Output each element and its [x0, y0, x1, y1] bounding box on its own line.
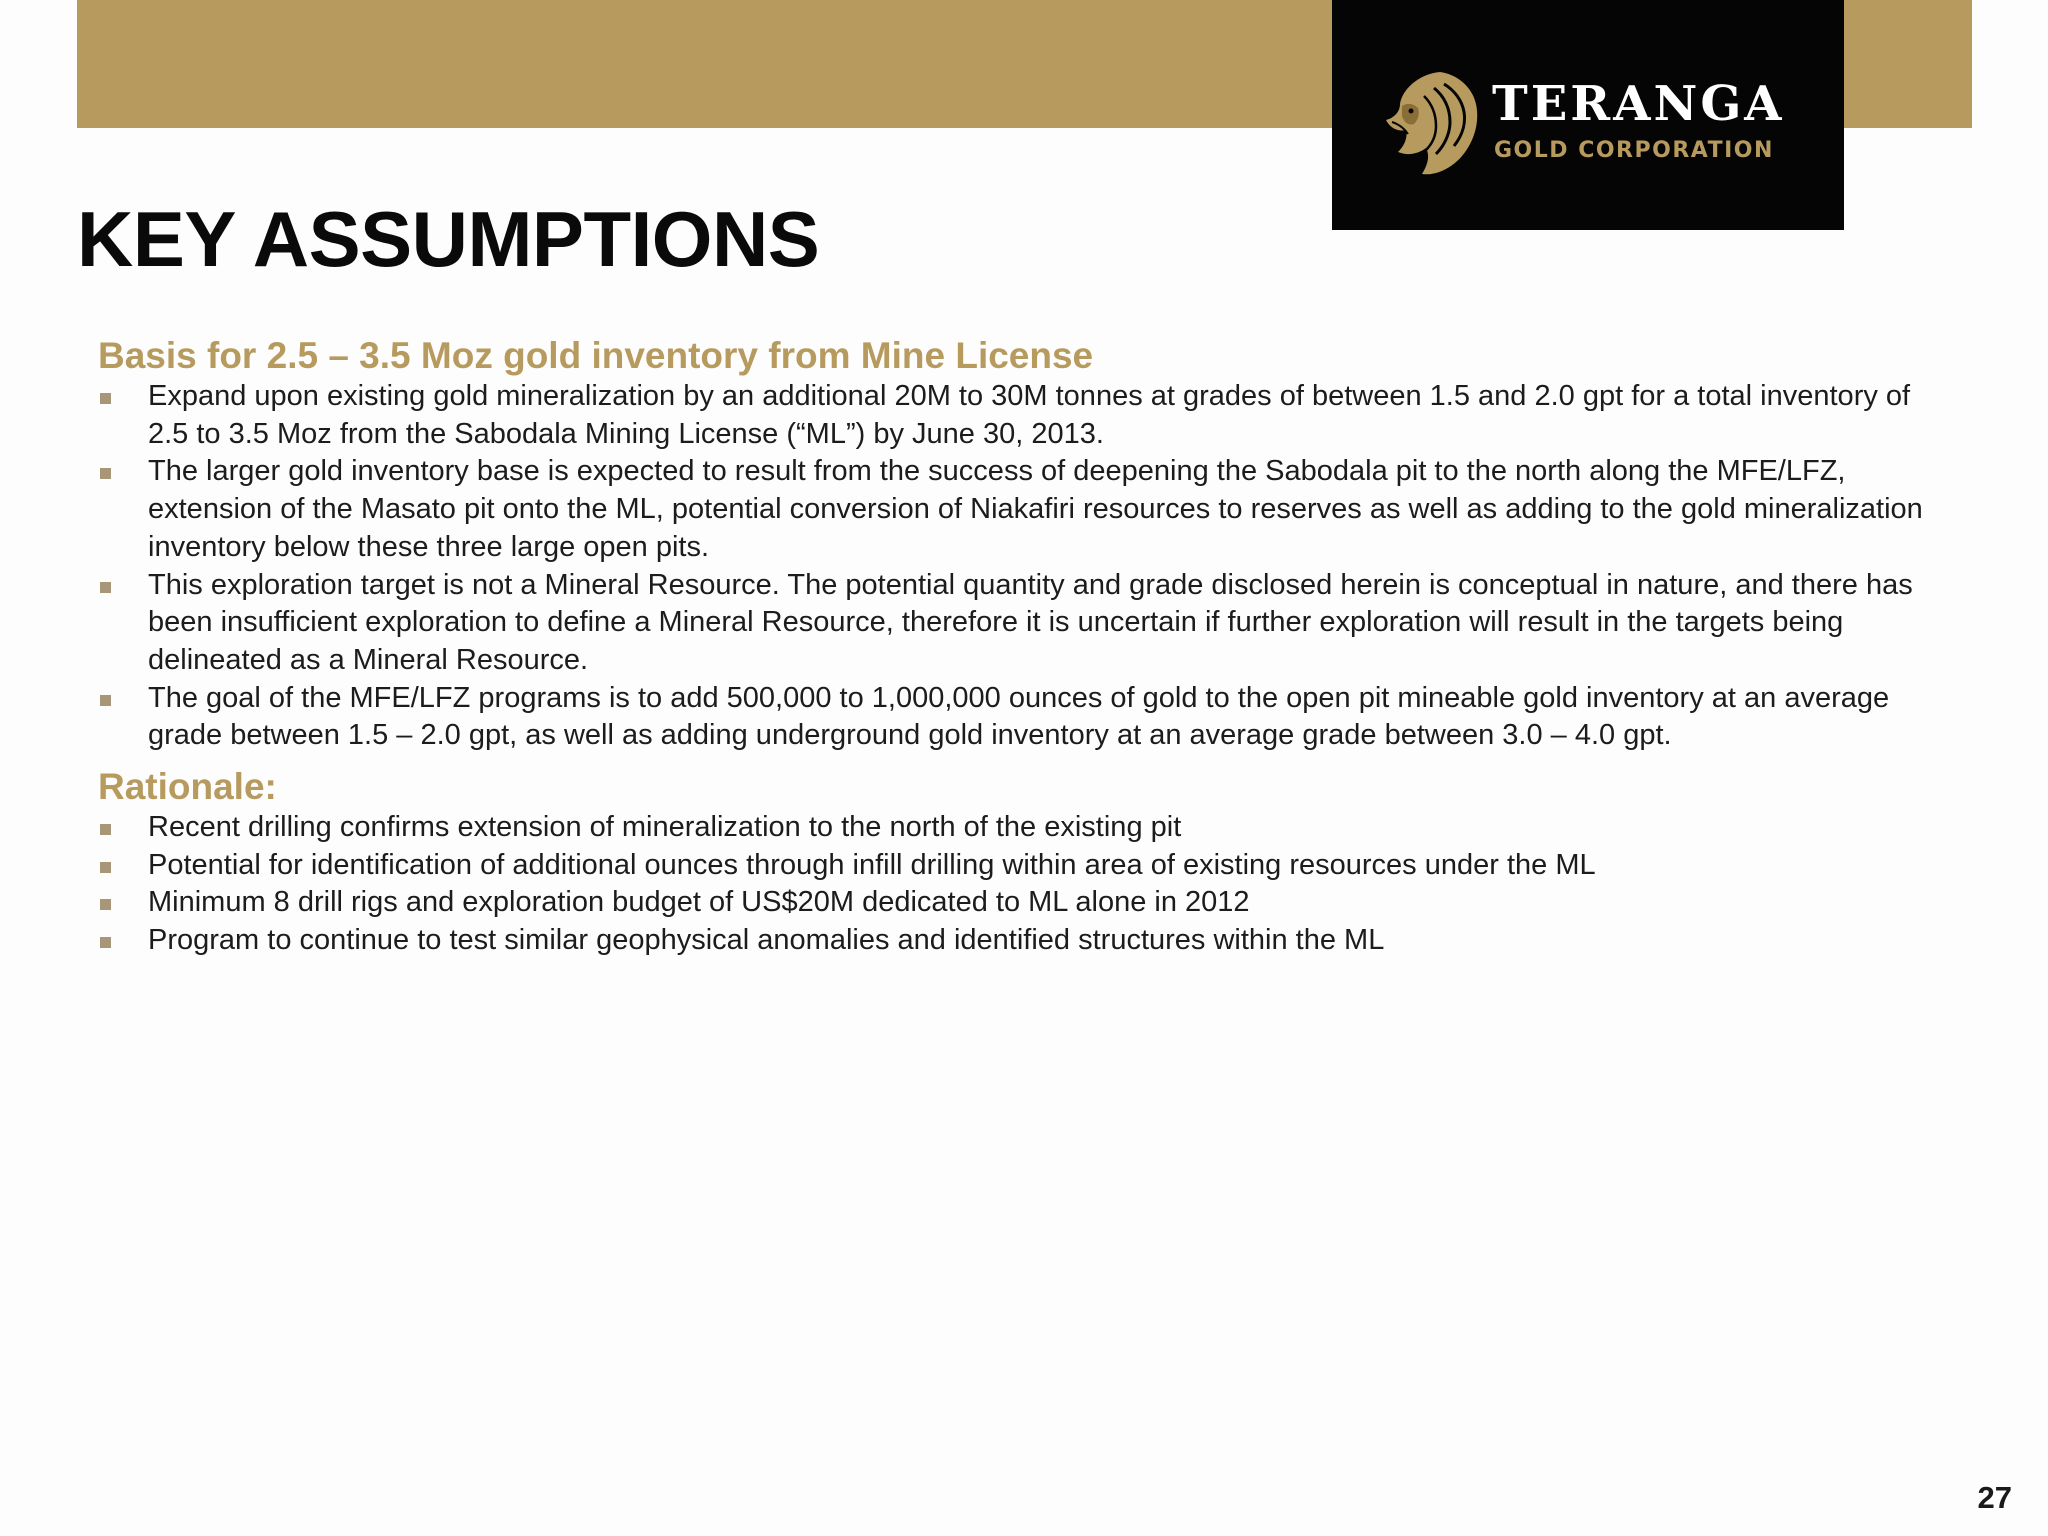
section-heading-basis: Basis for 2.5 – 3.5 Moz gold inventory from Mine License	[98, 335, 1094, 376]
lion-head-icon	[1378, 66, 1482, 178]
section-heading-rationale: Rationale:	[98, 766, 277, 808]
bullet-text: The goal of the MFE/LFZ programs is to add 500,000 to 1,000,000 ounces of gold to the open pit mineable gold inventory at an average grade between 1.5 – 2.0 gpt, as well as adding underground gold inventory at an average grade between 3.0 – 4.0 gpt.	[148, 681, 1890, 752]
list-item	[98, 922, 1943, 960]
list-item	[98, 847, 1943, 885]
bullet-square-icon	[100, 824, 111, 835]
bullet-text: Potential for identification of additional ounces through infill drilling within area of existing resources under the ML	[148, 848, 1596, 881]
list-item	[98, 809, 1943, 847]
bullet-text: Expand upon existing gold mineralization by an additional 20M to 30M tonnes at grades of between 1.5 and 2.0 gpt for a total inventory of 2.5 to 3.5 Moz from the Sabodala Mining License (“ML”) by June 30, 2013.	[148, 380, 1911, 450]
bullet-text: The larger gold inventory base is expected to result from the success of deepening the Sabodala pit to the north along the MFE/LFZ, extension of the Masato pit onto the ML, potential conversion of Niakafiri resources to reserves as well as adding to the gold mineralization inventory below these three large open pits.	[148, 455, 1923, 563]
bullet-square-icon	[100, 695, 111, 706]
bullet-text: Recent drilling confirms extension of mineralization to the north of the existing pit	[148, 811, 1182, 844]
logo-wordmark: TERANGA	[1492, 76, 1785, 132]
bullet-text: This exploration target is not a Mineral Resource. The potential quantity and grade disclosed herein is conceptual in nature, and there has been insufficient exploration to define a Mineral Resource, therefore it is uncertain if further exploration will result in the targets being delineated as a Mineral Resource.	[148, 568, 1913, 676]
bullet-text: Program to continue to test similar geophysical anomalies and identified structures within the ML	[148, 924, 1385, 957]
list-item	[98, 884, 1943, 922]
page-number: 27	[1977, 1480, 2012, 1515]
bullet-square-icon	[100, 393, 111, 404]
basis-bullet-list	[98, 378, 1943, 755]
bullet-square-icon	[100, 862, 111, 873]
rationale-bullet-list	[98, 809, 1943, 960]
logo-subtitle: GOLD CORPORATION	[1494, 138, 1774, 163]
page-title: KEY ASSUMPTIONS	[77, 195, 820, 283]
list-item	[98, 567, 1943, 680]
bullet-square-icon	[100, 899, 111, 910]
slide-content	[98, 334, 1943, 960]
bullet-square-icon	[100, 582, 111, 593]
list-item	[98, 680, 1943, 755]
bullet-text: Minimum 8 drill rigs and exploration budget of US$20M dedicated to ML alone in 2012	[148, 886, 1250, 919]
bullet-square-icon	[100, 937, 111, 948]
list-item	[98, 378, 1943, 453]
company-logo	[1332, 0, 1844, 230]
bullet-square-icon	[100, 468, 111, 479]
list-item	[98, 453, 1943, 566]
section-spacer	[98, 755, 1943, 765]
